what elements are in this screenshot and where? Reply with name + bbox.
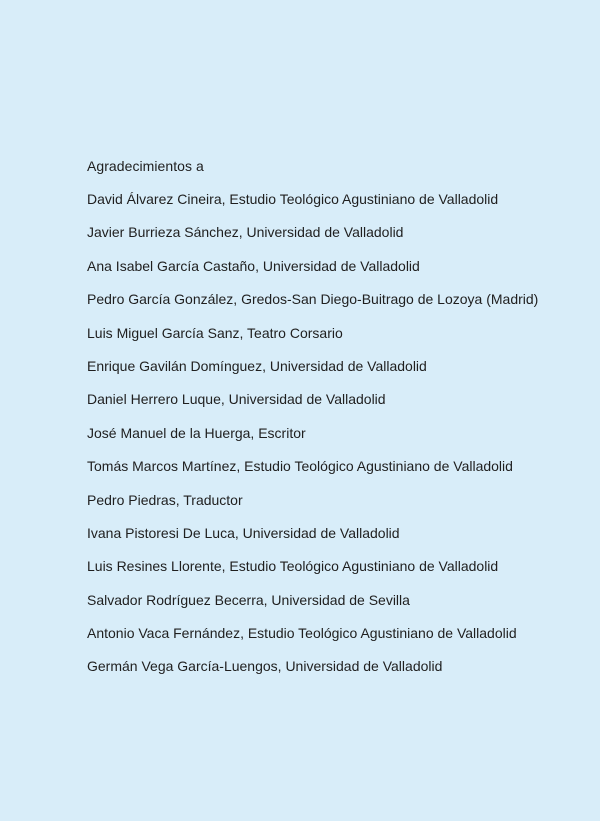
acknowledgement-item: Luis Resines Llorente, Estudio Teológico Agustiniano de Valladolid: [87, 558, 499, 575]
acknowledgement-item: David Álvarez Cineira, Estudio Teológico Agustiniano de Valladolid: [87, 191, 499, 207]
acknowledgement-item: Pedro Piedras, Traductor: [87, 491, 243, 508]
acknowledgement-item: Tomás Marcos Martínez, Estudio Teológico Agustiniano de Valladolid: [87, 458, 513, 475]
acknowledgement-item: Luis Miguel García Sanz, Teatro Corsario: [87, 324, 343, 341]
acknowledgement-item: Javier Burrieza Sánchez, Universidad de Valladolid: [87, 224, 404, 241]
acknowledgement-item: Salvador Rodríguez Becerra, Universidad de Sevilla: [87, 591, 410, 608]
acknowledgement-item: Ivana Pistoresi De Luca, Universidad de Valladolid: [87, 524, 400, 541]
acknowledgement-item: Enrique Gavilán Domínguez, Universidad de Valladolid: [87, 357, 427, 374]
acknowledgements-list: [87, 190, 538, 691]
acknowledgement-item: José Manuel de la Huerga, Escritor: [87, 424, 306, 441]
acknowledgement-item: Daniel Herrero Luque, Universidad de Valladolid: [87, 391, 386, 408]
acknowledgement-item: Ana Isabel García Castaño, Universidad de Valladolid: [87, 257, 420, 274]
acknowledgement-item: Pedro García González, Gredos-San Diego-Buitrago de Lozoya (Madrid): [87, 291, 539, 308]
acknowledgements-heading: Agradecimientos a: [87, 158, 204, 174]
acknowledgement-item: Antonio Vaca Fernández, Estudio Teológico Agustiniano de Valladolid: [87, 625, 517, 642]
acknowledgement-item: Germán Vega García-Luengos, Universidad de Valladolid: [87, 658, 443, 675]
